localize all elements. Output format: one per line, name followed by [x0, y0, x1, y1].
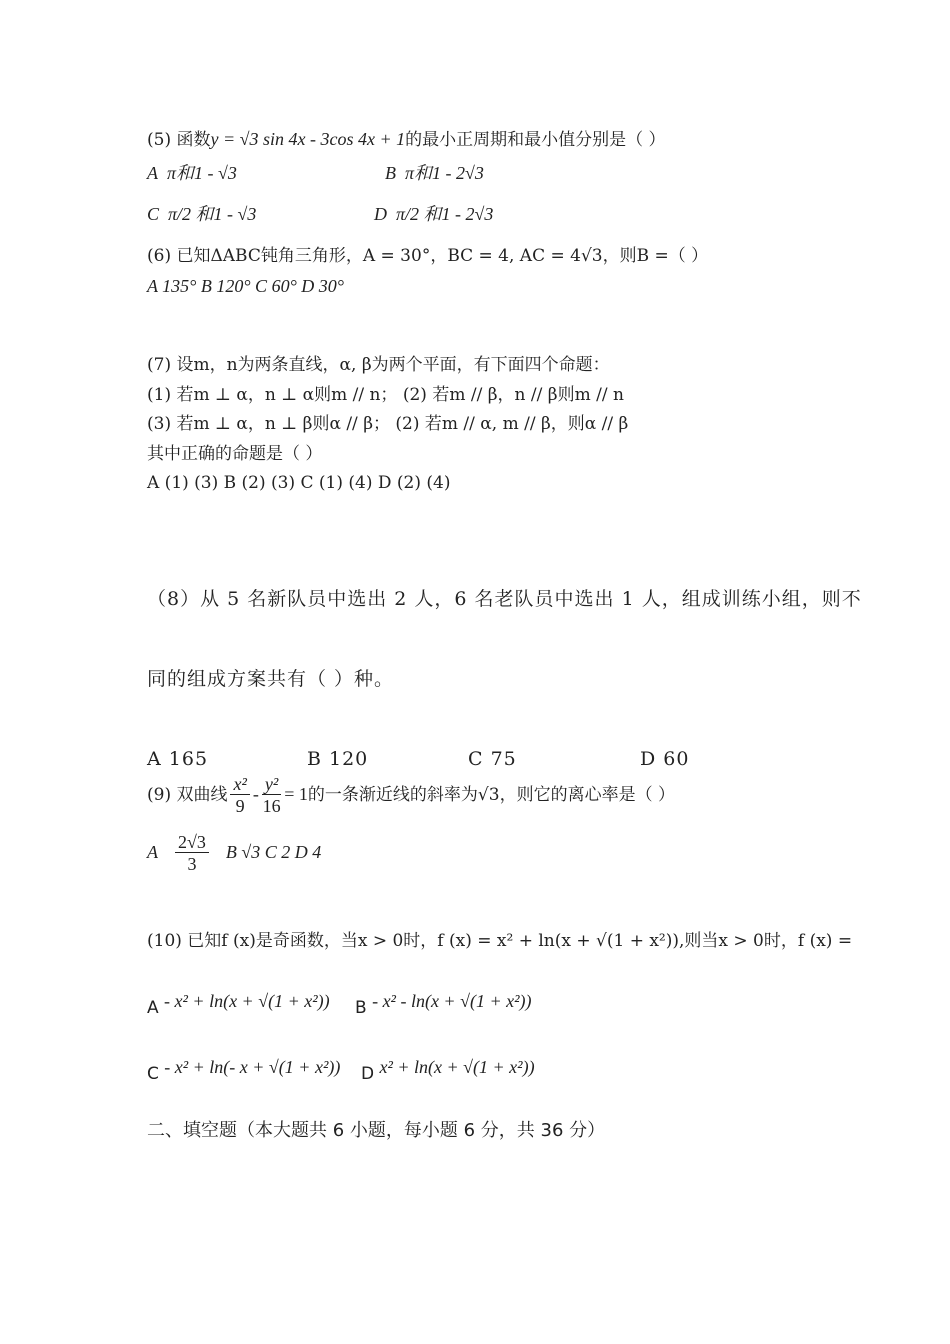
- q10-option-c: [147, 1056, 341, 1084]
- q9-stem: [147, 770, 675, 819]
- q5-stem-suffix: 的最小正周期和最小值分别是（ ）: [405, 130, 666, 150]
- q8-option-c: C 75: [468, 748, 517, 770]
- q9-option-a-num: 2√3: [175, 832, 209, 853]
- q10-option-b-label: B: [355, 998, 367, 1018]
- q10-option-a-text: - x² + ln(x + √(1 + x²)): [164, 991, 330, 1011]
- q10-option-c-label: C: [147, 1064, 159, 1084]
- q10-option-d-label: D: [361, 1064, 375, 1084]
- q9-frac1-den: 9: [235, 796, 245, 816]
- q5-stem-prefix: (5) 函数: [147, 130, 211, 150]
- q5-option-d: D π/2 和1 - 2√3: [374, 204, 494, 224]
- q7-propositions-1-2: (1) 若m ⊥ α，n ⊥ α则m // n； (2) 若m // β，n // β则m // n: [147, 385, 624, 405]
- q5-option-c-text: π/2 和1 - √3: [168, 204, 257, 224]
- q7-propositions-3-4: (3) 若m ⊥ α，n ⊥ β则α // β； (2) 若m // α, m // β，则α // β: [147, 414, 629, 434]
- q9-frac1-num: x²: [230, 774, 249, 795]
- q6-options: A 135° B 120° C 60° D 30°: [147, 276, 344, 296]
- q5-option-b: B π和1 - 2√3: [385, 163, 484, 183]
- q5-stem: [147, 128, 666, 151]
- q7-stem: (7) 设m，n为两条直线，α, β为两个平面，有下面四个命题：: [147, 355, 610, 375]
- q10-option-b: [355, 990, 532, 1018]
- q5-option-a: A π和1 - √3: [147, 163, 237, 183]
- q9-frac2-den: 16: [262, 796, 281, 816]
- q6-stem: (6) 已知ΔABC钝角三角形，A = 30°，BC = 4, AC = 4√3，则B =（ ）: [147, 246, 709, 266]
- q10-stem: (10) 已知f (x)是奇函数，当x > 0时，f (x) = x² + ln(x + √(1 + x²)),则当x > 0时，f (x) =: [147, 931, 853, 951]
- section-2-heading: 二、填空题（本大题共 6 小题，每小题 6 分，共 36 分）: [147, 1120, 606, 1141]
- q10-option-c-text: - x² + ln(- x + √(1 + x²)): [164, 1057, 341, 1077]
- q9-option-a-fraction: [175, 832, 209, 875]
- q9-stem-suffix: 的一条渐近线的斜率为√3，则它的离心率是（ ）: [307, 785, 675, 805]
- q8-stem-line2: 同的组成方案共有（ ）种。: [147, 668, 395, 690]
- q5-option-b-text: π和1 - 2√3: [405, 163, 484, 183]
- q10-option-a-label: A: [147, 998, 159, 1018]
- q10-option-b-text: - x² - ln(x + √(1 + x²)): [372, 991, 532, 1011]
- q8-stem-line1: （8）从 5 名新队员中选出 2 人，6 名老队员中选出 1 人，组成训练小组，则不: [147, 588, 862, 610]
- q5-option-d-text: π/2 和1 - 2√3: [396, 204, 494, 224]
- q8-option-a: A 165: [147, 748, 209, 770]
- q9-option-a-den: 3: [187, 854, 197, 874]
- q10-option-d: [361, 1056, 535, 1084]
- q5-option-a-text: π和1 - √3: [167, 163, 237, 183]
- q5-option-c: C π/2 和1 - √3: [147, 204, 257, 224]
- q9-frac2-num: y²: [262, 774, 281, 795]
- q8-option-b: B 120: [307, 748, 369, 770]
- q10-option-a: [147, 990, 330, 1018]
- q5-formula: y = √3 sin 4x - 3cos 4x + 1: [210, 129, 406, 149]
- q9-options-rest: B √3 C 2 D 4: [225, 842, 322, 862]
- q7-options: A (1) (3) B (2) (3) C (1) (4) D (2) (4): [147, 473, 451, 493]
- q8-option-d: D 60: [640, 748, 690, 770]
- q9-minus: -: [252, 784, 259, 804]
- q9-option-a-label: A: [147, 842, 158, 862]
- q7-ask: 其中正确的命题是（ ）: [147, 444, 323, 464]
- q9-stem-prefix: (9) 双曲线: [147, 785, 228, 805]
- q9-fraction-x: [230, 774, 249, 817]
- q9-options: [147, 828, 321, 877]
- q9-equals: = 1: [284, 784, 308, 804]
- q10-option-d-text: x² + ln(x + √(1 + x²)): [379, 1057, 535, 1077]
- q9-fraction-y: [262, 774, 281, 817]
